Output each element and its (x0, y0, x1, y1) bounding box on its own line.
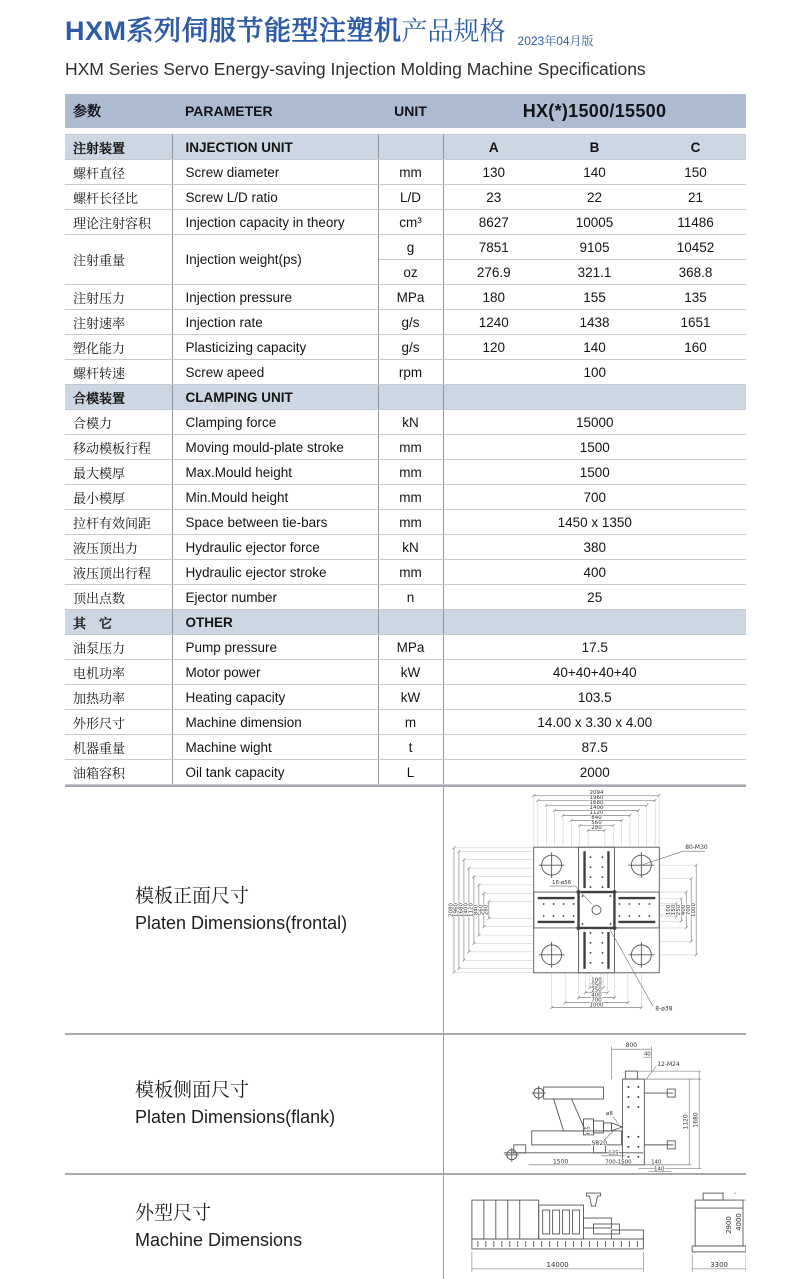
value-cell: 155 (544, 285, 645, 310)
unit-cell: MPa (378, 285, 443, 310)
table-row (65, 585, 746, 610)
flank-dim-800: 800 (625, 1042, 638, 1050)
col-header-unit: UNIT (394, 103, 427, 119)
param-name-cn: 螺杆转速 (65, 360, 172, 385)
param-name-en: Screw diameter (172, 160, 378, 185)
value-cell: 140 (544, 335, 645, 360)
param-name-en: Injection capacity in theory (172, 210, 378, 235)
table-header-bar (65, 94, 746, 128)
machine-dim-h1: 2900 (725, 1216, 734, 1234)
table-row (65, 685, 746, 710)
table-row (65, 285, 746, 310)
param-name-cn: 最大模厚 (65, 460, 172, 485)
value-cell: 1438 (544, 310, 645, 335)
dim-label: 400 (680, 904, 687, 916)
param-name-en: Clamping force (172, 410, 378, 435)
unit-cell: kW (378, 660, 443, 685)
unit-cell: kN (378, 535, 443, 560)
section-row (65, 610, 746, 635)
value-cell: 7851 (443, 235, 544, 260)
frontal-label-top-right: 80-M30 (685, 844, 708, 852)
diagram-row-flank (65, 1035, 746, 1175)
value-cell: 103.5 (443, 685, 746, 710)
param-name-en: Injection pressure (172, 285, 378, 310)
unit-cell: mm (378, 460, 443, 485)
unit-cell: L (378, 760, 443, 785)
param-name-en: Heating capacity (172, 685, 378, 710)
machine-titles (65, 1175, 443, 1279)
section-values-cell (443, 385, 746, 410)
section-row (65, 135, 746, 160)
table-row (65, 410, 746, 435)
table-row (65, 210, 746, 235)
value-cell: 1450 x 1350 (443, 510, 746, 535)
value-cell: 87.5 (443, 735, 746, 760)
table-row (65, 735, 746, 760)
flank-label-bolts: 12-M24 (657, 1061, 680, 1069)
section-unit-cell (378, 610, 443, 635)
dim-label: 840 (591, 815, 602, 822)
dim-label: 150 (670, 904, 677, 916)
version-label: 2023年04月版 (517, 34, 594, 48)
param-name-cn: 油箱容积 (65, 760, 172, 785)
param-name-cn: 加热功率 (65, 685, 172, 710)
dim-label: 280 (591, 824, 602, 831)
frontal-label-center: 16-ø56 (551, 880, 572, 887)
value-cell: 1500 (443, 435, 746, 460)
value-cell: 321.1 (544, 260, 645, 285)
dim-label: 560 (478, 904, 485, 916)
diagram-row-frontal (65, 787, 746, 1035)
flank-titles (65, 1035, 443, 1173)
unit-cell: mm (378, 160, 443, 185)
dim-label: 1680 (589, 800, 604, 807)
title-cn-suffix: 产品规格 (401, 16, 506, 46)
unit-cell: m (378, 710, 443, 735)
value-cell: 10452 (645, 235, 746, 260)
dim-label: 560 (591, 819, 602, 826)
flank-dim-1680: 1680 (692, 1112, 700, 1128)
param-name-en: Max.Mould height (172, 460, 378, 485)
param-name-en: Screw apeed (172, 360, 378, 385)
table-row (65, 160, 746, 185)
value-cell: 2000 (443, 760, 746, 785)
value-cell: 160 (645, 335, 746, 360)
machine-drawing-cell (443, 1175, 746, 1279)
frontal-titles (65, 787, 443, 1033)
unit-cell: rpm (378, 360, 443, 385)
flank-label-dia-rot: ø55 (585, 1126, 592, 1136)
flank-dim-1500: 1500 (553, 1158, 569, 1166)
value-cell: 23 (443, 185, 544, 210)
dim-label: 700 (591, 997, 602, 1004)
machine-dim-h2: 4000 (735, 1213, 744, 1231)
page-title-cn (65, 14, 506, 53)
col-header-model: HX(*)1500/15500 (522, 100, 667, 121)
param-name-cn: 合模力 (65, 410, 172, 435)
param-name-cn: 液压顶出行程 (65, 560, 172, 585)
table-row (65, 185, 746, 210)
section-name-en: CLAMPING UNIT (172, 385, 378, 410)
flank-label-dia-small: ø8 (606, 1110, 613, 1117)
dim-label: 280 (483, 904, 490, 916)
diagram-row-machine (65, 1175, 746, 1279)
dim-label: 1120 (589, 810, 604, 817)
flank-title-en: Platen Dimensions(flank) (135, 1107, 336, 1127)
unit-cell: mm (378, 510, 443, 535)
param-name-cn: 注射压力 (65, 285, 172, 310)
value-cell: 368.8 (645, 260, 746, 285)
param-name-en: Screw L/D ratio (172, 185, 378, 210)
param-name-cn: 注射重量 (65, 235, 172, 285)
unit-cell: oz (378, 260, 443, 285)
value-cell: 150 (645, 160, 746, 185)
frontal-title-cn: 模板正面尺寸 (135, 886, 250, 907)
page-title (65, 0, 746, 53)
value-cell: 1240 (443, 310, 544, 335)
model-col-header: C (645, 135, 746, 160)
value-cell: 22 (544, 185, 645, 210)
param-name-en: Injection weight(ps) (172, 235, 378, 285)
table-row (65, 435, 746, 460)
param-name-cn: 塑化能力 (65, 335, 172, 360)
value-cell: 380 (443, 535, 746, 560)
unit-cell: MPa (378, 635, 443, 660)
table-row (65, 235, 746, 260)
value-cell: 130 (443, 160, 544, 185)
platen-flank-diagram (444, 1035, 746, 1173)
table-row (65, 460, 746, 485)
value-cell: 1500 (443, 460, 746, 485)
unit-cell: mm (378, 560, 443, 585)
table-row (65, 310, 746, 335)
table-row (65, 760, 746, 785)
dim-label: 150 (591, 982, 602, 989)
param-name-en: Min.Mould height (172, 485, 378, 510)
section-unit-cell (378, 385, 443, 410)
section-name-cn: 注射装置 (65, 135, 172, 160)
page-subtitle-en: HXM Series Servo Energy-saving Injection Molding Machine Specifications (65, 59, 646, 79)
section-name-cn: 其 它 (65, 610, 172, 635)
value-cell: 180 (443, 285, 544, 310)
param-name-en: Motor power (172, 660, 378, 685)
value-cell: 140 (544, 160, 645, 185)
flank-dim-1120: 1120 (682, 1114, 690, 1130)
value-cell: 400 (443, 560, 746, 585)
param-name-en: Ejector number (172, 585, 378, 610)
table-row (65, 335, 746, 360)
dim-label: 1960 (453, 903, 460, 917)
section-name-cn: 合模装置 (65, 385, 172, 410)
param-name-en: Hydraulic ejector force (172, 535, 378, 560)
param-name-en: Machine wight (172, 735, 378, 760)
param-name-en: Hydraulic ejector stroke (172, 560, 378, 585)
unit-cell: g/s (378, 335, 443, 360)
table-row (65, 360, 746, 385)
flank-title-cn: 模板侧面尺寸 (135, 1080, 250, 1101)
unit-cell: L/D (378, 185, 443, 210)
machine-dimensions-diagram (444, 1175, 746, 1279)
value-cell: 25 (443, 585, 746, 610)
dim-label: 1000 (589, 1002, 604, 1009)
flank-dim-700-1500: 700-1500 (605, 1159, 632, 1166)
param-name-en: Machine dimension (172, 710, 378, 735)
table-row (65, 635, 746, 660)
value-cell: 15000 (443, 410, 746, 435)
section-name-en: INJECTION UNIT (172, 135, 378, 160)
title-cn-bold: HXM系列伺服节能型注塑机 (65, 16, 402, 46)
param-name-en: Space between tie-bars (172, 510, 378, 535)
dim-label: 840 (473, 904, 480, 916)
param-name-cn: 最小模厚 (65, 485, 172, 510)
diagram-sections (65, 785, 746, 1279)
param-name-cn: 注射速率 (65, 310, 172, 335)
unit-cell: mm (378, 435, 443, 460)
value-cell: 9105 (544, 235, 645, 260)
param-name-cn: 液压顶出力 (65, 535, 172, 560)
param-name-en: Moving mould-plate stroke (172, 435, 378, 460)
unit-cell: kN (378, 410, 443, 435)
flank-dim-40: 40 (643, 1051, 651, 1058)
value-cell: 276.9 (443, 260, 544, 285)
machine-dim-length: 14000 (546, 1260, 569, 1269)
value-cell: 21 (645, 185, 746, 210)
table-row (65, 560, 746, 585)
value-cell: 135 (645, 285, 746, 310)
unit-cell: g (378, 235, 443, 260)
param-name-cn: 移动模板行程 (65, 435, 172, 460)
dim-label: 1120 (468, 903, 475, 917)
section-unit-cell (378, 135, 443, 160)
param-name-en: Injection rate (172, 310, 378, 335)
flank-dim-135: 135 (608, 1150, 619, 1157)
col-header-parameter: PARAMETER (185, 103, 273, 119)
unit-cell: mm (378, 485, 443, 510)
platen-frontal-diagram (444, 787, 746, 1033)
flank-dim-140a: 140 (651, 1159, 662, 1166)
unit-cell: kW (378, 685, 443, 710)
value-cell: 8627 (443, 210, 544, 235)
param-name-cn: 螺杆直径 (65, 160, 172, 185)
param-name-cn: 机器重量 (65, 735, 172, 760)
table-row (65, 485, 746, 510)
value-cell: 120 (443, 335, 544, 360)
value-cell: 10005 (544, 210, 645, 235)
dim-label: 250 (591, 987, 602, 994)
machine-title-en: Machine Dimensions (135, 1230, 303, 1250)
unit-cell: g/s (378, 310, 443, 335)
dim-label: 1400 (589, 805, 604, 812)
unit-cell: t (378, 735, 443, 760)
table-row (65, 510, 746, 535)
flank-dim-140b: 140 (654, 1166, 665, 1173)
frontal-drawing-cell (443, 787, 746, 1033)
frontal-title-en: Platen Dimensions(frontal) (135, 913, 348, 933)
value-cell: 100 (443, 360, 746, 385)
dim-label: 400 (591, 992, 602, 999)
spec-table (65, 134, 746, 785)
col-header-param-cn: 参数 (73, 103, 101, 119)
param-name-cn: 外形尺寸 (65, 710, 172, 735)
model-col-header: B (544, 135, 645, 160)
frontal-label-bottom-right: 8-ø38 (655, 1005, 673, 1013)
value-cell: 17.5 (443, 635, 746, 660)
table-row (65, 535, 746, 560)
dim-label: 2080 (448, 903, 455, 917)
dim-label: 1400 (463, 903, 470, 917)
param-name-cn: 油泵压力 (65, 635, 172, 660)
param-name-en: Plasticizing capacity (172, 335, 378, 360)
flank-drawing-cell (443, 1035, 746, 1173)
dim-label: 1960 (589, 795, 604, 802)
value-cell: 700 (443, 485, 746, 510)
param-name-cn: 拉杆有效间距 (65, 510, 172, 535)
value-cell: 1651 (645, 310, 746, 335)
param-name-cn: 电机功率 (65, 660, 172, 685)
dim-label: 2094 (589, 790, 604, 797)
section-values-cell (443, 610, 746, 635)
section-row (65, 385, 746, 410)
table-row (65, 710, 746, 735)
unit-cell: n (378, 585, 443, 610)
param-name-cn: 螺杆长径比 (65, 185, 172, 210)
section-name-en: OTHER (172, 610, 378, 635)
param-name-cn: 顶出点数 (65, 585, 172, 610)
value-cell: 40+40+40+40 (443, 660, 746, 685)
value-cell: 11486 (645, 210, 746, 235)
dim-label: 100 (665, 904, 672, 916)
param-name-en: Pump pressure (172, 635, 378, 660)
table-row (65, 660, 746, 685)
value-cell: 14.00 x 3.30 x 4.00 (443, 710, 746, 735)
param-name-en: Oil tank capacity (172, 760, 378, 785)
unit-cell: cm³ (378, 210, 443, 235)
dim-label: 700 (685, 904, 692, 916)
dim-label: 100 (591, 977, 602, 984)
param-name-cn: 理论注射容积 (65, 210, 172, 235)
model-col-header: A (443, 135, 544, 160)
dim-label: 250 (675, 904, 682, 916)
dim-label: 1680 (458, 903, 465, 917)
machine-title-cn: 外型尺寸 (135, 1203, 212, 1224)
dim-label: 1000 (690, 903, 697, 917)
machine-dim-width: 3300 (710, 1260, 728, 1269)
flank-label-sr: SR20 (591, 1139, 608, 1147)
spec-table-body (65, 135, 746, 785)
